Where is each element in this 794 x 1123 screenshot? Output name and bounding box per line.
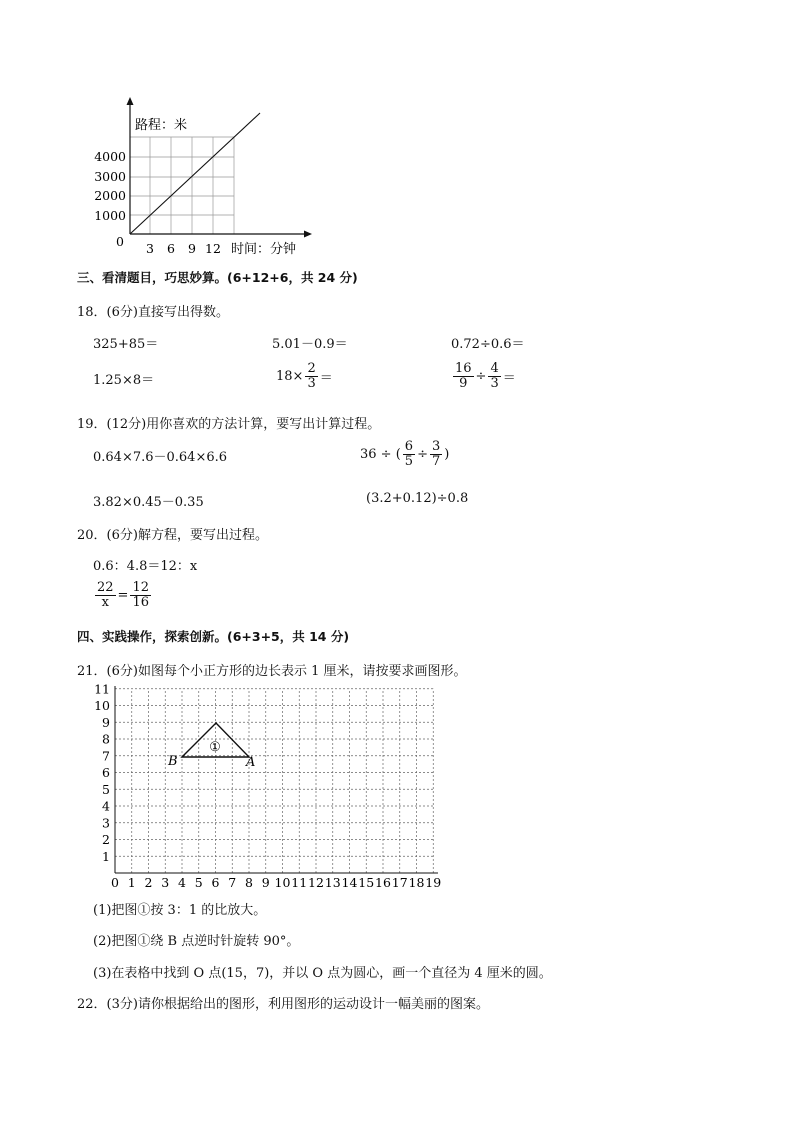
x-tick-label: 18 [408,875,425,890]
y-tick-label: 10 [94,698,110,713]
y-axis-labels [94,683,110,864]
numerator: 6 [404,439,414,454]
denominator: 7 [431,453,441,469]
q18-item5-lead: 18× [276,368,304,384]
numerator: 4 [490,361,499,376]
q21-sub3: (3)在表格中找到 O 点(15，7)，并以 O 点为圆心，画一个直径为 4 厘米的圆。 [93,966,552,981]
x-tick-label: 4 [178,875,186,890]
origin-label: 0 [116,234,124,249]
fraction [95,581,116,609]
q18-item-fraction-divide [451,362,516,390]
denominator: 5 [404,453,414,469]
equals-sign: ＝ [502,370,516,386]
y-axis-label: 路程：米 [135,118,188,133]
x-tick-label: 17 [391,875,408,890]
q18-item: 0.72÷0.6＝ [451,337,525,352]
fraction [453,362,474,390]
q18-title: 18．(6分)直接写出得数。 [77,305,229,320]
q22-title: 22．(3分)请你根据给出的图形，利用图形的运动设计一幅美丽的图案。 [77,997,489,1012]
y-tick: 1000 [94,208,126,223]
y-tick: 3000 [94,169,126,184]
x-tick-label: 1 [127,875,136,890]
numerator: 2 [307,361,316,376]
equals-sign: = [117,587,129,603]
x-axis-arrow [304,231,312,238]
q20-title: 20．(6分)解方程，要写出过程。 [77,528,268,543]
x-tick-label: 9 [261,875,270,890]
y-tick-label: 5 [102,781,110,797]
x-tick-label: 3 [161,875,170,890]
section4-heading: 四、实践操作，探索创新。(6+3+5，共 14 分) [77,629,350,644]
grid-lines [115,689,433,873]
denominator: 3 [307,375,316,391]
fraction [305,362,317,390]
x-tick-label: 7 [228,875,237,890]
numerator: 3 [431,439,441,454]
x-tick-label: 10 [274,875,291,890]
x-tick: 3 [146,241,154,256]
q19-item-fraction [360,440,449,468]
close-paren: ) [444,446,450,462]
shape-label: ① [209,740,221,755]
x-axis-label: 时间：分钟 [231,242,297,257]
x-tick-label: 15 [358,875,375,890]
y-tick-label: 8 [102,731,110,747]
x-tick-label: 19 [425,875,442,890]
x-tick-label: 2 [144,875,153,890]
x-tick-label: 14 [341,875,358,890]
q20-item: 0.6：4.8＝12：x [93,559,198,574]
q19-item2-lead: 36 ÷ ( [360,446,401,462]
denominator: x [101,594,109,610]
x-tick-label: 5 [194,875,203,890]
x-tick-label: 8 [245,875,253,890]
denominator: 9 [459,375,468,391]
y-tick-label: 9 [102,714,110,730]
q19-item: 3.82×0.45－0.35 [93,495,204,510]
equals-sign: ＝ [319,370,333,386]
x-tick-label: 13 [324,875,341,890]
fraction [403,440,415,468]
fraction [130,581,151,609]
x-tick-label: 12 [308,875,324,890]
y-tick-label: 6 [102,765,110,780]
x-axis-labels [111,875,441,890]
y-tick: 2000 [94,188,126,203]
point-b-label: B [168,754,178,769]
x-tick: 12 [205,241,221,256]
y-tick-label: 4 [102,798,110,814]
x-tick-label: 0 [111,875,119,890]
q19-title: 19．(12分)用你喜欢的方法计算，要写出计算过程。 [77,417,381,432]
q21-sub1: (1)把图①按 3：1 的比放大。 [93,903,267,918]
y-tick-label: 3 [102,815,110,831]
y-tick: 4000 [94,149,126,164]
q18-item: 1.25×8＝ [93,373,155,388]
x-tick: 9 [188,241,196,256]
y-axis-arrow [127,97,134,105]
x-tick-label: 16 [375,875,391,890]
q21-sub2: (2)把图①绕 B 点逆时针旋转 90°。 [93,934,300,949]
x-tick: 6 [167,241,175,256]
numerator: 16 [455,361,472,376]
y-tick-label: 7 [102,748,110,764]
q20-item-proportion [93,581,153,609]
x-tick-label: 6 [211,875,220,890]
fraction [488,362,500,390]
q18-item: 5.01－0.9＝ [272,337,348,352]
q18-item-fraction-multiply [276,362,333,390]
q19-item: 0.64×7.6－0.64×6.6 [93,450,228,465]
numerator: 12 [132,580,149,595]
y-tick-label: 11 [94,683,110,697]
denominator: 3 [490,375,499,391]
divide-sign: ÷ [417,446,428,462]
y-tick-label: 2 [102,832,110,847]
fraction [430,440,442,468]
section3-heading: 三、看清题目，巧思妙算。(6+12+6，共 24 分) [77,270,358,285]
q21-title: 21．(6分)如图每个小正方形的边长表示 1 厘米，请按要求画图形。 [77,664,467,679]
q18-item: 325+85＝ [93,337,159,352]
coordinate-grid [88,683,458,893]
denominator: 16 [132,594,149,610]
point-a-label: A [246,755,256,770]
numerator: 22 [97,580,114,595]
divide-sign: ÷ [475,368,487,384]
q19-item: (3.2+0.12)÷0.8 [366,491,469,506]
y-tick-label: 1 [102,848,110,864]
distance-time-graph [88,95,328,260]
x-tick-label: 11 [291,875,308,890]
